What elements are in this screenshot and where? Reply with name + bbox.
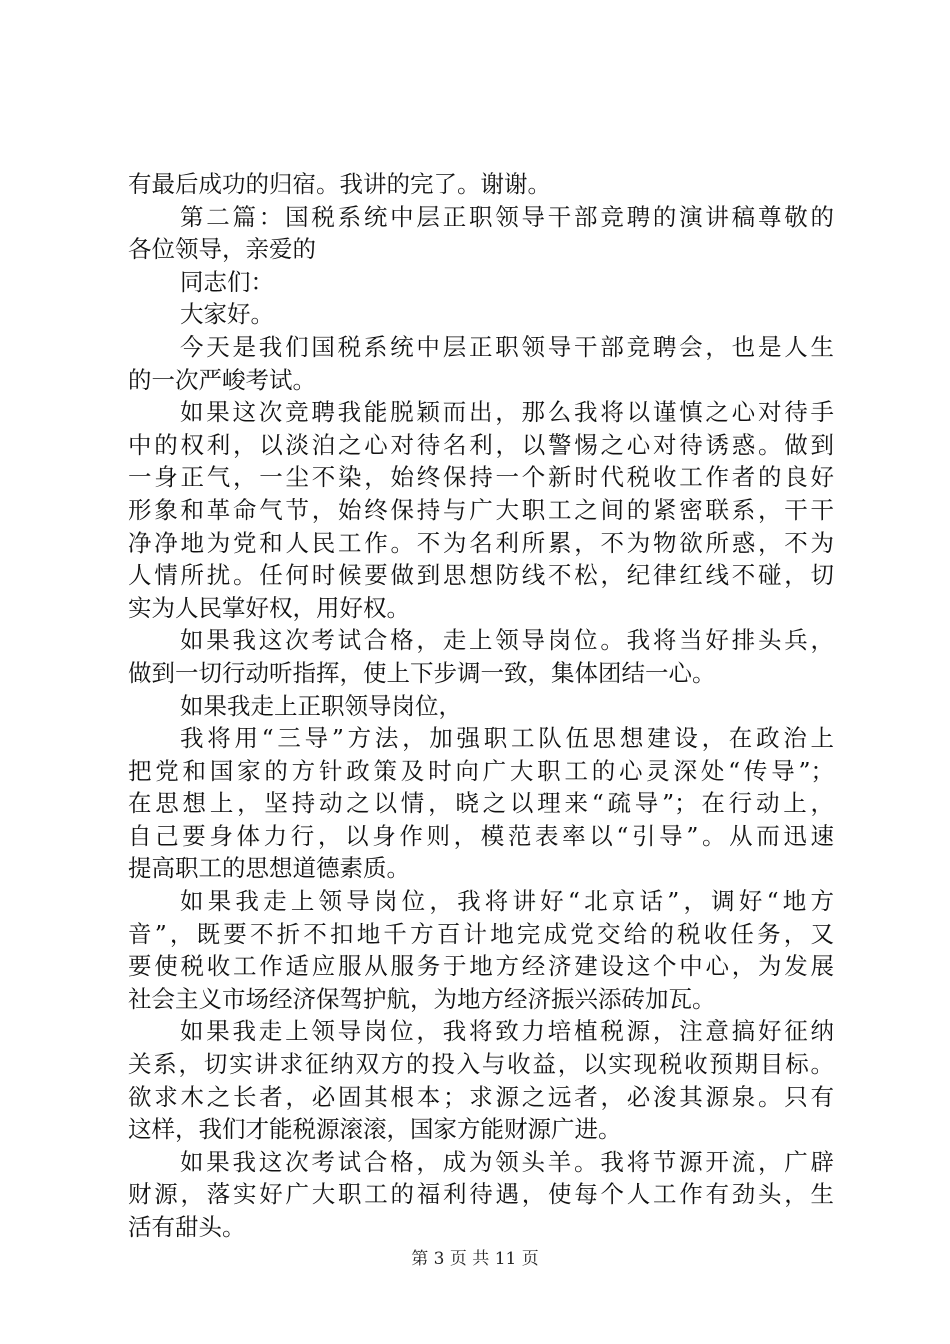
text-line: 如果我这次考试合格，走上领导岗位。我将当好排头兵，	[180, 626, 834, 655]
text-line: 活有甜头。	[128, 1213, 246, 1241]
text-line: 把党和国家的方针政策及时向广大职工的心灵深处“传导”；	[128, 756, 834, 785]
text-line: 今天是我们国税系统中层正职领导干部竞聘会，也是人生	[180, 332, 834, 361]
text-line: 在思想上，坚持动之以情，晓之以理来“疏导”；在行动上，	[128, 789, 834, 818]
text-line: 第二篇：国税系统中层正职领导干部竞聘的演讲稿尊敬的	[180, 202, 834, 231]
text-line: 大家好。	[180, 300, 274, 329]
text-line: 这样，我们才能税源滚滚，国家方能财源广进。	[128, 1115, 622, 1144]
text-line: 实为人民掌好权，用好权。	[128, 593, 410, 622]
text-line: 做到一切行动听指挥，使上下步调一致，集体团结一心。	[128, 658, 716, 687]
text-line: 财源，落实好广大职工的福利待遇，使每个人工作有劲头，生	[128, 1180, 834, 1209]
text-line: 如果我走上领导岗位，我将讲好“北京话”，调好“地方	[180, 887, 834, 916]
page-number-footer: 第 3 页 共 11 页	[411, 1249, 539, 1269]
text-line: 我将用“三导”方法，加强职工队伍思想建设，在政治上	[180, 724, 834, 753]
text-line: 的一次严峻考试。	[128, 365, 316, 394]
text-line: 关系，切实讲求征纳双方的投入与收益，以实现税收预期目标。	[128, 1050, 834, 1079]
text-line: 人情所扰。任何时候要做到思想防线不松，纪律红线不碰，切	[128, 561, 834, 590]
text-line: 音”，既要不折不扣地千方百计地完成党交给的税收任务，又	[128, 919, 834, 948]
text-line: 如果我走上领导岗位，我将致力培植税源，注意搞好征纳	[180, 1017, 834, 1046]
text-line: 各位领导，亲爱的	[128, 235, 316, 264]
text-line: 形象和革命气节，始终保持与广大职工之间的紧密联系，干干	[128, 495, 834, 524]
text-line: 如果这次竞聘我能脱颖而出，那么我将以谨慎之心对待手	[180, 398, 834, 427]
document-body	[128, 168, 834, 1244]
text-line: 提高职工的思想道德素质。	[128, 854, 410, 883]
text-line: 如果我走上正职领导岗位，	[180, 691, 462, 720]
text-line: 有最后成功的归宿。我讲的完了。谢谢。	[128, 170, 551, 198]
text-line: 如果我这次考试合格，成为领头羊。我将节源开流，广辟	[180, 1147, 834, 1176]
text-line: 要使税收工作适应服从服务于地方经济建设这个中心，为发展	[128, 952, 834, 981]
text-line: 中的权利，以淡泊之心对待名利，以警惕之心对待诱惑。做到	[128, 430, 834, 459]
text-line: 社会主义市场经济保驾护航，为地方经济振兴添砖加瓦。	[128, 984, 716, 1013]
text-line: 一身正气，一尘不染，始终保持一个新时代税收工作者的良好	[128, 463, 834, 492]
text-line: 净净地为党和人民工作。不为名利所累，不为物欲所惑，不为	[128, 528, 834, 557]
text-line: 自己要身体力行，以身作则，模范表率以“引导”。从而迅速	[128, 821, 834, 850]
text-line: 欲求木之长者，必固其根本；求源之远者，必浚其源泉。只有	[128, 1082, 834, 1111]
text-line: 同志们：	[180, 267, 274, 296]
